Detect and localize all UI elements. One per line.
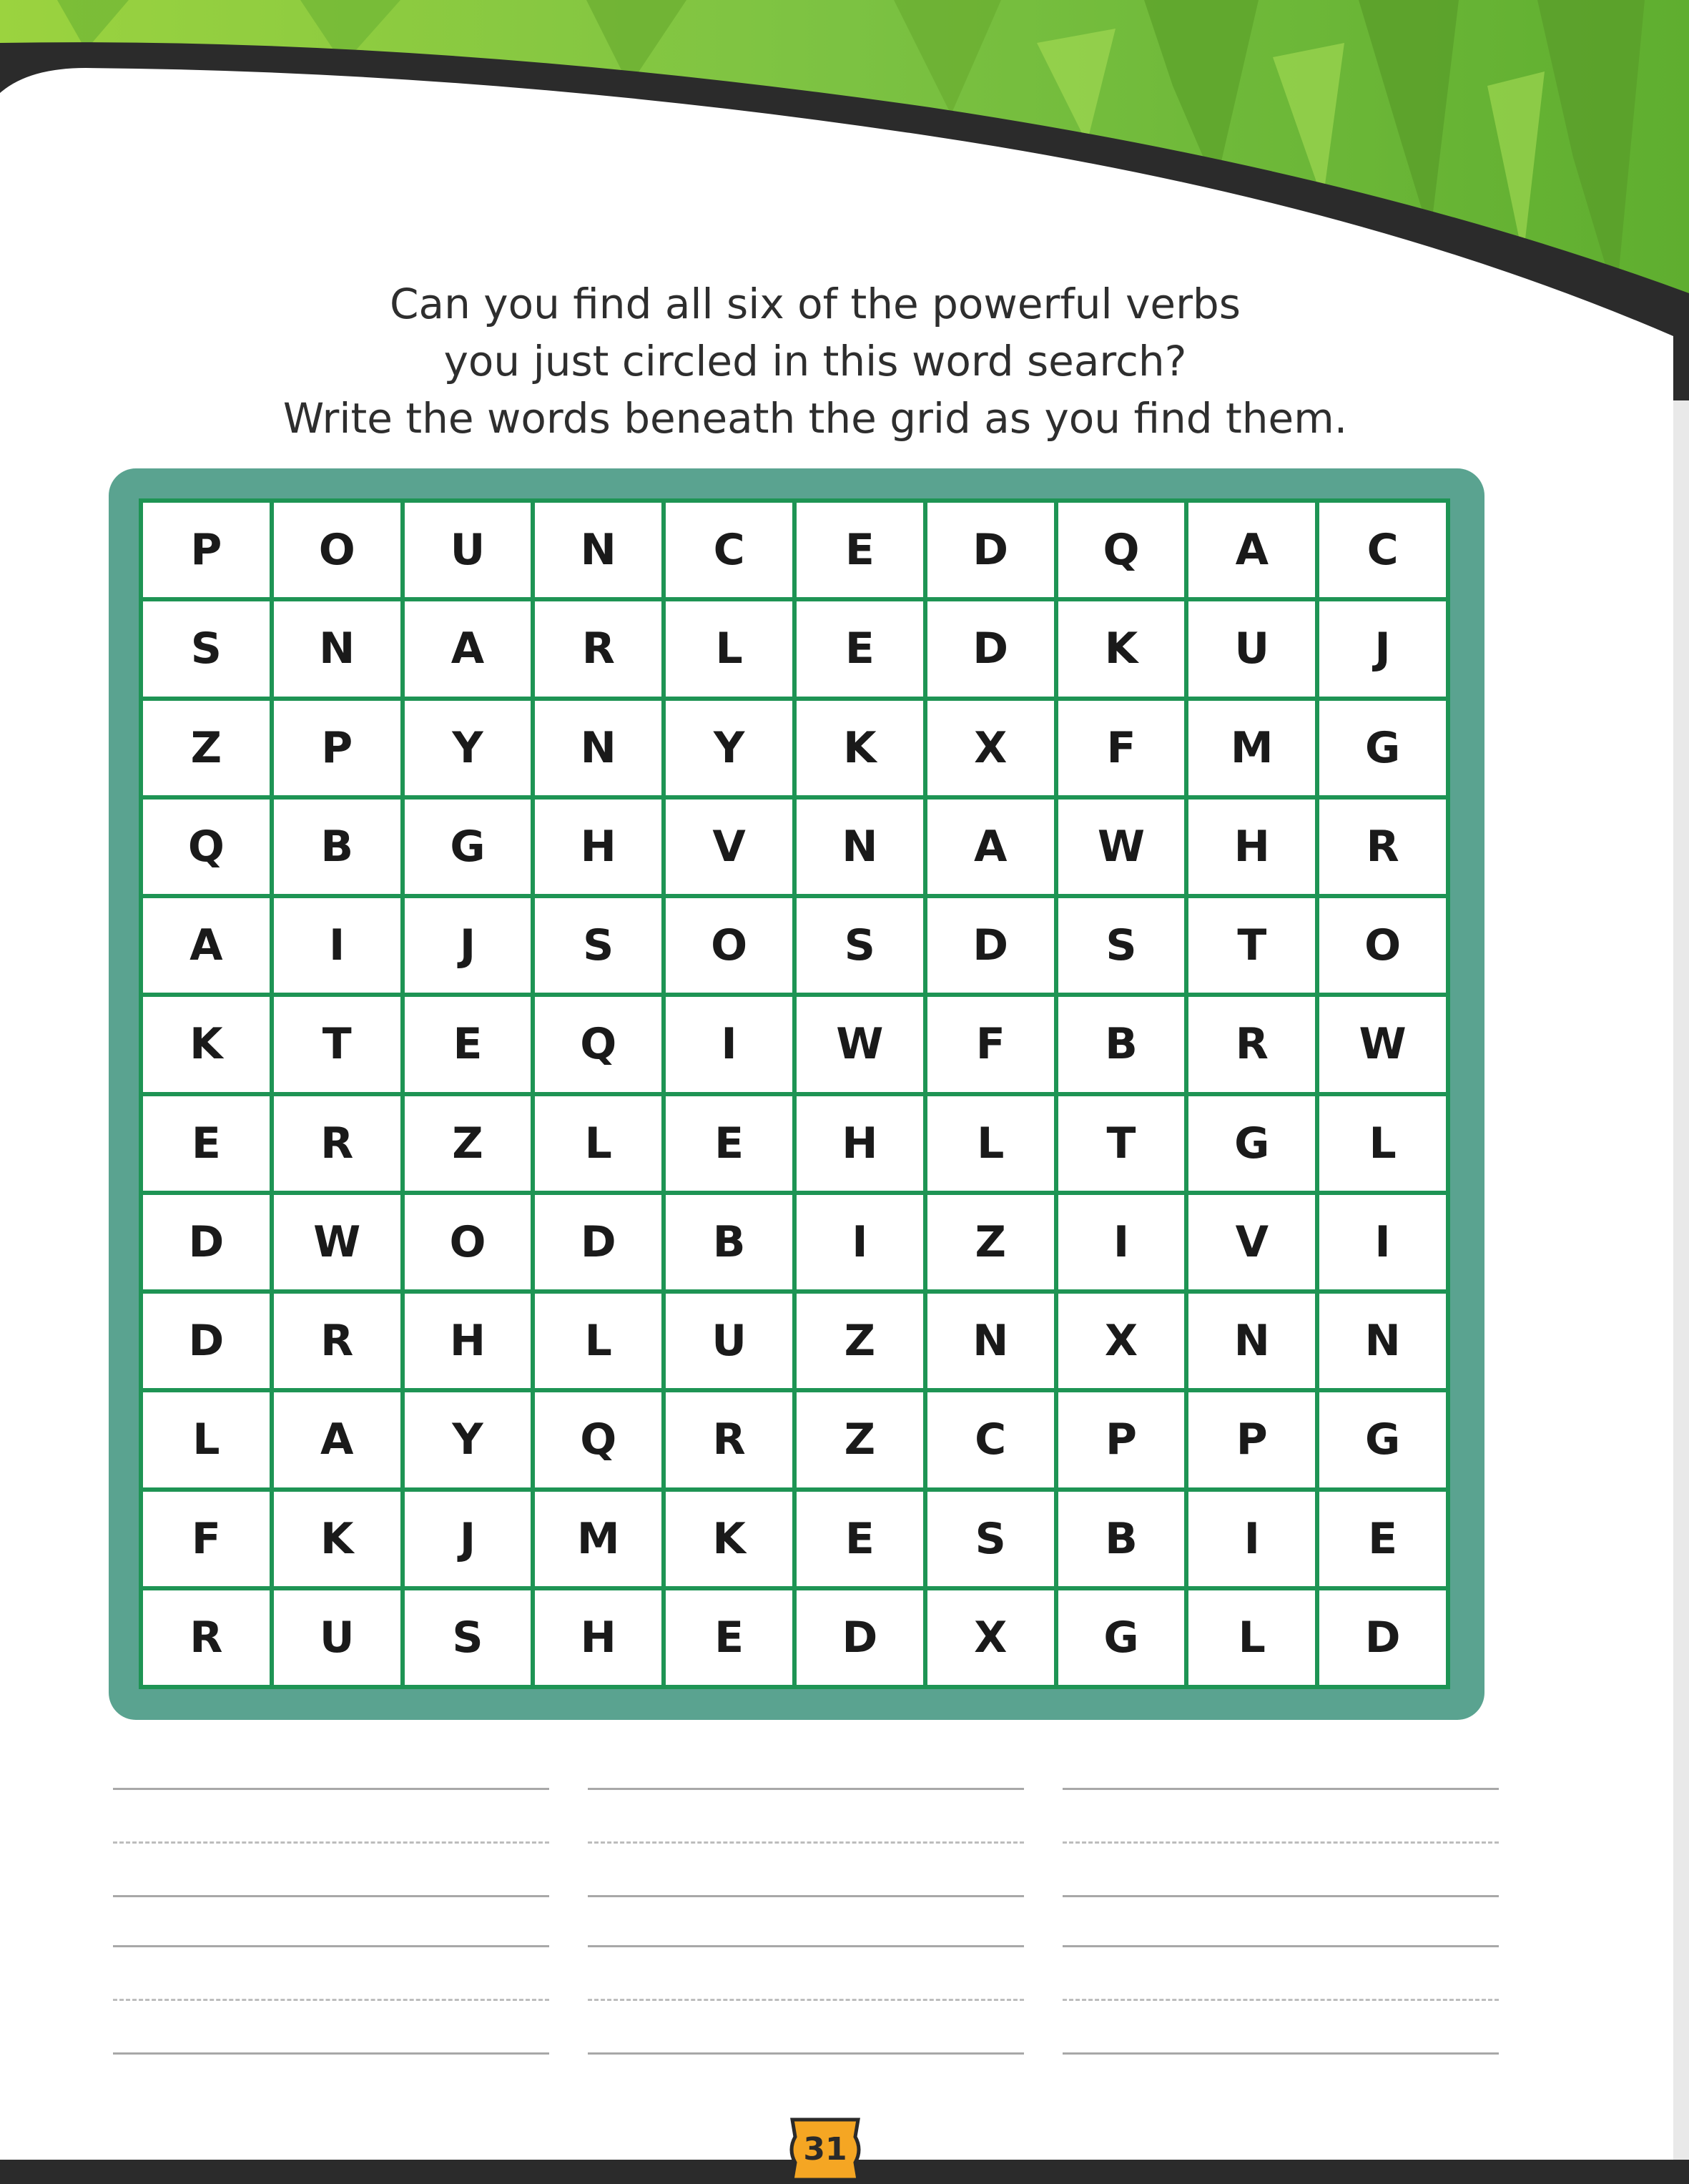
answer-column-3 <box>1063 1788 1499 2074</box>
page-edge-strip <box>1673 400 1689 2167</box>
grid-cell[interactable]: L <box>535 1096 661 1191</box>
grid-cell[interactable]: K <box>666 1492 792 1586</box>
grid-cell[interactable]: W <box>1058 800 1185 894</box>
answer-line-base <box>588 1895 1024 1897</box>
page-number-badge <box>785 2115 865 2184</box>
grid-cell[interactable]: I <box>1058 1195 1185 1289</box>
grid-cell[interactable]: F <box>143 1492 270 1586</box>
grid-cell[interactable]: R <box>274 1294 400 1388</box>
grid-cell[interactable]: L <box>927 1096 1054 1191</box>
grid-cell[interactable]: O <box>274 503 400 597</box>
grid-cell[interactable]: D <box>927 503 1054 597</box>
grid-cell[interactable]: I <box>274 898 400 993</box>
grid-cell[interactable]: L <box>1319 1096 1446 1191</box>
grid-cell[interactable]: R <box>274 1096 400 1191</box>
grid-cell[interactable]: R <box>143 1590 270 1685</box>
answer-line-base <box>1063 1895 1499 1897</box>
grid-cell[interactable]: R <box>666 1392 792 1487</box>
grid-cell[interactable]: W <box>274 1195 400 1289</box>
page-number: 31 <box>803 2131 847 2168</box>
answer-line-top[interactable] <box>113 1788 549 1790</box>
grid-cell[interactable]: N <box>535 503 661 597</box>
word-search-grid <box>139 498 1450 1689</box>
grid-cell[interactable]: S <box>927 1492 1054 1586</box>
answer-line-base <box>1063 2052 1499 2055</box>
grid-cell[interactable]: D <box>143 1294 270 1388</box>
grid-cell[interactable]: M <box>535 1492 661 1586</box>
grid-cell[interactable]: U <box>405 503 531 597</box>
grid-cell[interactable]: A <box>927 800 1054 894</box>
grid-cell[interactable]: G <box>1319 1392 1446 1487</box>
answer-line-base <box>588 2052 1024 2055</box>
grid-cell[interactable]: G <box>1058 1590 1185 1685</box>
grid-cell[interactable]: B <box>666 1195 792 1289</box>
grid-cell[interactable]: P <box>1058 1392 1185 1487</box>
grid-cell[interactable]: E <box>143 1096 270 1191</box>
grid-cell[interactable]: K <box>1058 601 1185 696</box>
grid-cell[interactable]: Y <box>405 1392 531 1487</box>
grid-cell[interactable]: O <box>1319 898 1446 993</box>
grid-cell[interactable]: A <box>405 601 531 696</box>
grid-cell[interactable]: D <box>927 898 1054 993</box>
grid-cell[interactable]: V <box>1188 1195 1315 1289</box>
grid-cell[interactable]: A <box>143 898 270 993</box>
answer-column-2 <box>588 1788 1024 2074</box>
grid-cell[interactable]: S <box>405 1590 531 1685</box>
answer-line-mid <box>1063 1841 1499 1844</box>
grid-cell[interactable]: C <box>1319 503 1446 597</box>
grid-cell[interactable]: A <box>274 1392 400 1487</box>
answer-line-top[interactable] <box>1063 1788 1499 1790</box>
grid-cell[interactable]: E <box>666 1096 792 1191</box>
grid-cell[interactable]: Y <box>666 701 792 795</box>
grid-cell[interactable]: B <box>1058 997 1185 1091</box>
grid-cell[interactable]: E <box>405 997 531 1091</box>
grid-cell[interactable]: P <box>274 701 400 795</box>
instructions-text <box>243 275 1387 447</box>
grid-cell[interactable]: N <box>1319 1294 1446 1388</box>
grid-cell[interactable]: C <box>666 503 792 597</box>
grid-cell[interactable]: Z <box>143 701 270 795</box>
grid-cell[interactable]: U <box>1188 601 1315 696</box>
grid-cell[interactable]: K <box>274 1492 400 1586</box>
grid-cell[interactable]: E <box>797 503 923 597</box>
grid-cell[interactable]: H <box>797 1096 923 1191</box>
grid-cell[interactable]: P <box>1188 1392 1315 1487</box>
grid-cell[interactable]: I <box>797 1195 923 1289</box>
grid-cell[interactable]: E <box>797 1492 923 1586</box>
grid-cell[interactable]: G <box>1188 1096 1315 1191</box>
grid-cell[interactable]: B <box>1058 1492 1185 1586</box>
answer-line-top[interactable] <box>1063 1945 1499 1947</box>
grid-cell[interactable]: L <box>535 1294 661 1388</box>
grid-cell[interactable]: Z <box>927 1195 1054 1289</box>
answer-line-top[interactable] <box>588 1945 1024 1947</box>
grid-cell[interactable]: I <box>1319 1195 1446 1289</box>
grid-cell[interactable]: D <box>535 1195 661 1289</box>
grid-cell[interactable]: E <box>1319 1492 1446 1586</box>
grid-cell[interactable]: T <box>274 997 400 1091</box>
grid-cell[interactable]: X <box>1058 1294 1185 1388</box>
grid-cell[interactable]: O <box>666 898 792 993</box>
grid-cell[interactable]: S <box>143 601 270 696</box>
instructions-line-3: Write the words beneath the grid as you find them. <box>282 394 1348 443</box>
grid-cell[interactable]: E <box>797 601 923 696</box>
grid-cell[interactable]: J <box>405 898 531 993</box>
grid-cell[interactable]: M <box>1188 701 1315 795</box>
answer-line-top[interactable] <box>113 1945 549 1947</box>
grid-cell[interactable]: W <box>797 997 923 1091</box>
grid-cell[interactable]: H <box>405 1294 531 1388</box>
grid-cell[interactable]: D <box>797 1590 923 1685</box>
grid-cell[interactable]: N <box>1188 1294 1315 1388</box>
grid-cell[interactable]: D <box>143 1195 270 1289</box>
grid-cell[interactable]: B <box>274 800 400 894</box>
grid-cell[interactable]: G <box>1319 701 1446 795</box>
answer-line-base <box>113 2052 549 2055</box>
answer-line-mid <box>588 1841 1024 1844</box>
grid-cell[interactable]: G <box>405 800 531 894</box>
grid-cell[interactable]: P <box>143 503 270 597</box>
grid-cell[interactable]: E <box>666 1590 792 1685</box>
grid-cell[interactable]: Q <box>143 800 270 894</box>
grid-cell[interactable]: H <box>535 800 661 894</box>
grid-cell[interactable]: Z <box>797 1294 923 1388</box>
grid-cell[interactable]: R <box>535 601 661 696</box>
grid-cell[interactable]: A <box>1188 503 1315 597</box>
grid-cell[interactable]: S <box>797 898 923 993</box>
grid-cell[interactable]: N <box>797 800 923 894</box>
answer-line-mid <box>113 1999 549 2001</box>
answer-line-mid <box>588 1999 1024 2001</box>
grid-cell[interactable]: N <box>535 701 661 795</box>
answer-line-mid <box>1063 1999 1499 2001</box>
grid-cell[interactable]: L <box>1188 1590 1315 1685</box>
grid-cell[interactable]: J <box>1319 601 1446 696</box>
grid-cell[interactable]: Y <box>405 701 531 795</box>
grid-cell[interactable]: V <box>666 800 792 894</box>
grid-cell[interactable]: X <box>927 1590 1054 1685</box>
grid-cell[interactable]: W <box>1319 997 1446 1091</box>
grid-cell[interactable]: R <box>1319 800 1446 894</box>
grid-cell[interactable]: C <box>927 1392 1054 1487</box>
grid-cell[interactable]: Z <box>405 1096 531 1191</box>
grid-cell[interactable]: X <box>927 701 1054 795</box>
grid-cell[interactable]: H <box>1188 800 1315 894</box>
grid-cell[interactable]: J <box>405 1492 531 1586</box>
grid-cell[interactable]: Q <box>535 1392 661 1487</box>
grid-cell[interactable]: O <box>405 1195 531 1289</box>
grid-cell[interactable]: N <box>274 601 400 696</box>
grid-cell[interactable]: S <box>1058 898 1185 993</box>
word-search-frame <box>109 468 1484 1720</box>
grid-cell[interactable]: D <box>1319 1590 1446 1685</box>
grid-cell[interactable]: S <box>535 898 661 993</box>
grid-cell[interactable]: R <box>1188 997 1315 1091</box>
grid-cell[interactable]: U <box>666 1294 792 1388</box>
grid-cell[interactable]: I <box>1188 1492 1315 1586</box>
answer-line-base <box>113 1895 549 1897</box>
grid-cell[interactable]: Q <box>1058 503 1185 597</box>
grid-cell[interactable]: F <box>1058 701 1185 795</box>
grid-cell[interactable]: N <box>927 1294 1054 1388</box>
grid-cell[interactable]: U <box>274 1590 400 1685</box>
grid-cell[interactable]: K <box>797 701 923 795</box>
grid-cell[interactable]: I <box>666 997 792 1091</box>
grid-cell[interactable]: L <box>666 601 792 696</box>
grid-cell[interactable]: F <box>927 997 1054 1091</box>
answer-line-top[interactable] <box>588 1788 1024 1790</box>
grid-cell[interactable]: T <box>1058 1096 1185 1191</box>
answer-column-1 <box>113 1788 549 2074</box>
instructions-line-1: Can you find all six of the powerful verbs <box>390 280 1241 328</box>
grid-cell[interactable]: K <box>143 997 270 1091</box>
grid-cell[interactable]: T <box>1188 898 1315 993</box>
grid-cell[interactable]: H <box>535 1590 661 1685</box>
grid-cell[interactable]: Q <box>535 997 661 1091</box>
grid-cell[interactable]: Z <box>797 1392 923 1487</box>
grid-cell[interactable]: L <box>143 1392 270 1487</box>
grid-cell[interactable]: D <box>927 601 1054 696</box>
answer-line-mid <box>113 1841 549 1844</box>
instructions-line-2: you just circled in this word search? <box>443 337 1187 385</box>
